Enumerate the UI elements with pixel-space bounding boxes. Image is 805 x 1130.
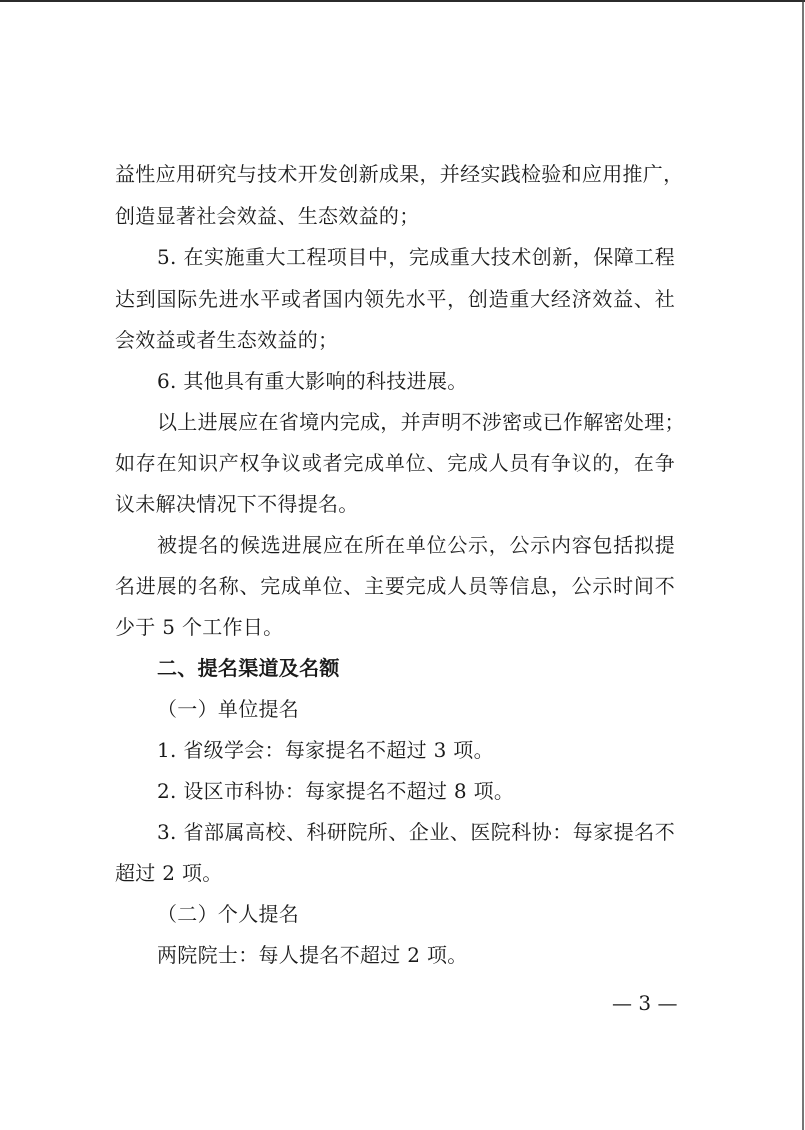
text-line: 议未解决情况下不得提名。 — [115, 492, 359, 516]
subsection-heading: （二）个人提名 — [157, 902, 300, 926]
page-number: — 3 — — [612, 991, 678, 1015]
text-line: 6. 其他具有重大影响的科技进展。 — [157, 369, 468, 393]
text-line: 达到国际先进水平或者国内领先水平，创造重大经济效益、社 — [115, 287, 675, 311]
text-line: 益性应用研究与技术开发创新成果，并经实践检验和应用推广， — [115, 162, 684, 186]
scan-top-edge — [0, 0, 805, 2]
text-line: 创造显著社会效益、生态效益的； — [115, 204, 420, 228]
list-item-continuation: 超过 2 项。 — [115, 861, 223, 885]
subsection-heading: （一）单位提名 — [157, 697, 300, 721]
text-line: 被提名的候选进展应在所在单位公示，公示内容包括拟提 — [157, 533, 675, 557]
text-line: 5. 在实施重大工程项目中，完成重大技术创新，保障工程 — [157, 245, 675, 269]
text-line: 以上进展应在省境内完成，并声明不涉密或已作解密处理； — [157, 410, 685, 434]
section-heading: 二、提名渠道及名额 — [157, 656, 340, 680]
text-line: 少于 5 个工作日。 — [115, 615, 284, 639]
text-line: 会效益或者生态效益的； — [115, 328, 339, 352]
text-line: 两院院士：每人提名不超过 2 项。 — [157, 943, 468, 967]
scan-right-edge — [802, 0, 804, 1130]
list-item: 1. 省级学会：每家提名不超过 3 项。 — [157, 738, 494, 762]
list-item: 2. 设区市科协：每家提名不超过 8 项。 — [157, 779, 515, 803]
text-line: 名进展的名称、完成单位、主要完成人员等信息，公示时间不 — [115, 574, 675, 598]
list-item: 3. 省部属高校、科研院所、企业、医院科协：每家提名不 — [157, 820, 675, 844]
text-line: 如存在知识产权争议或者完成单位、完成人员有争议的，在争 — [115, 451, 675, 475]
